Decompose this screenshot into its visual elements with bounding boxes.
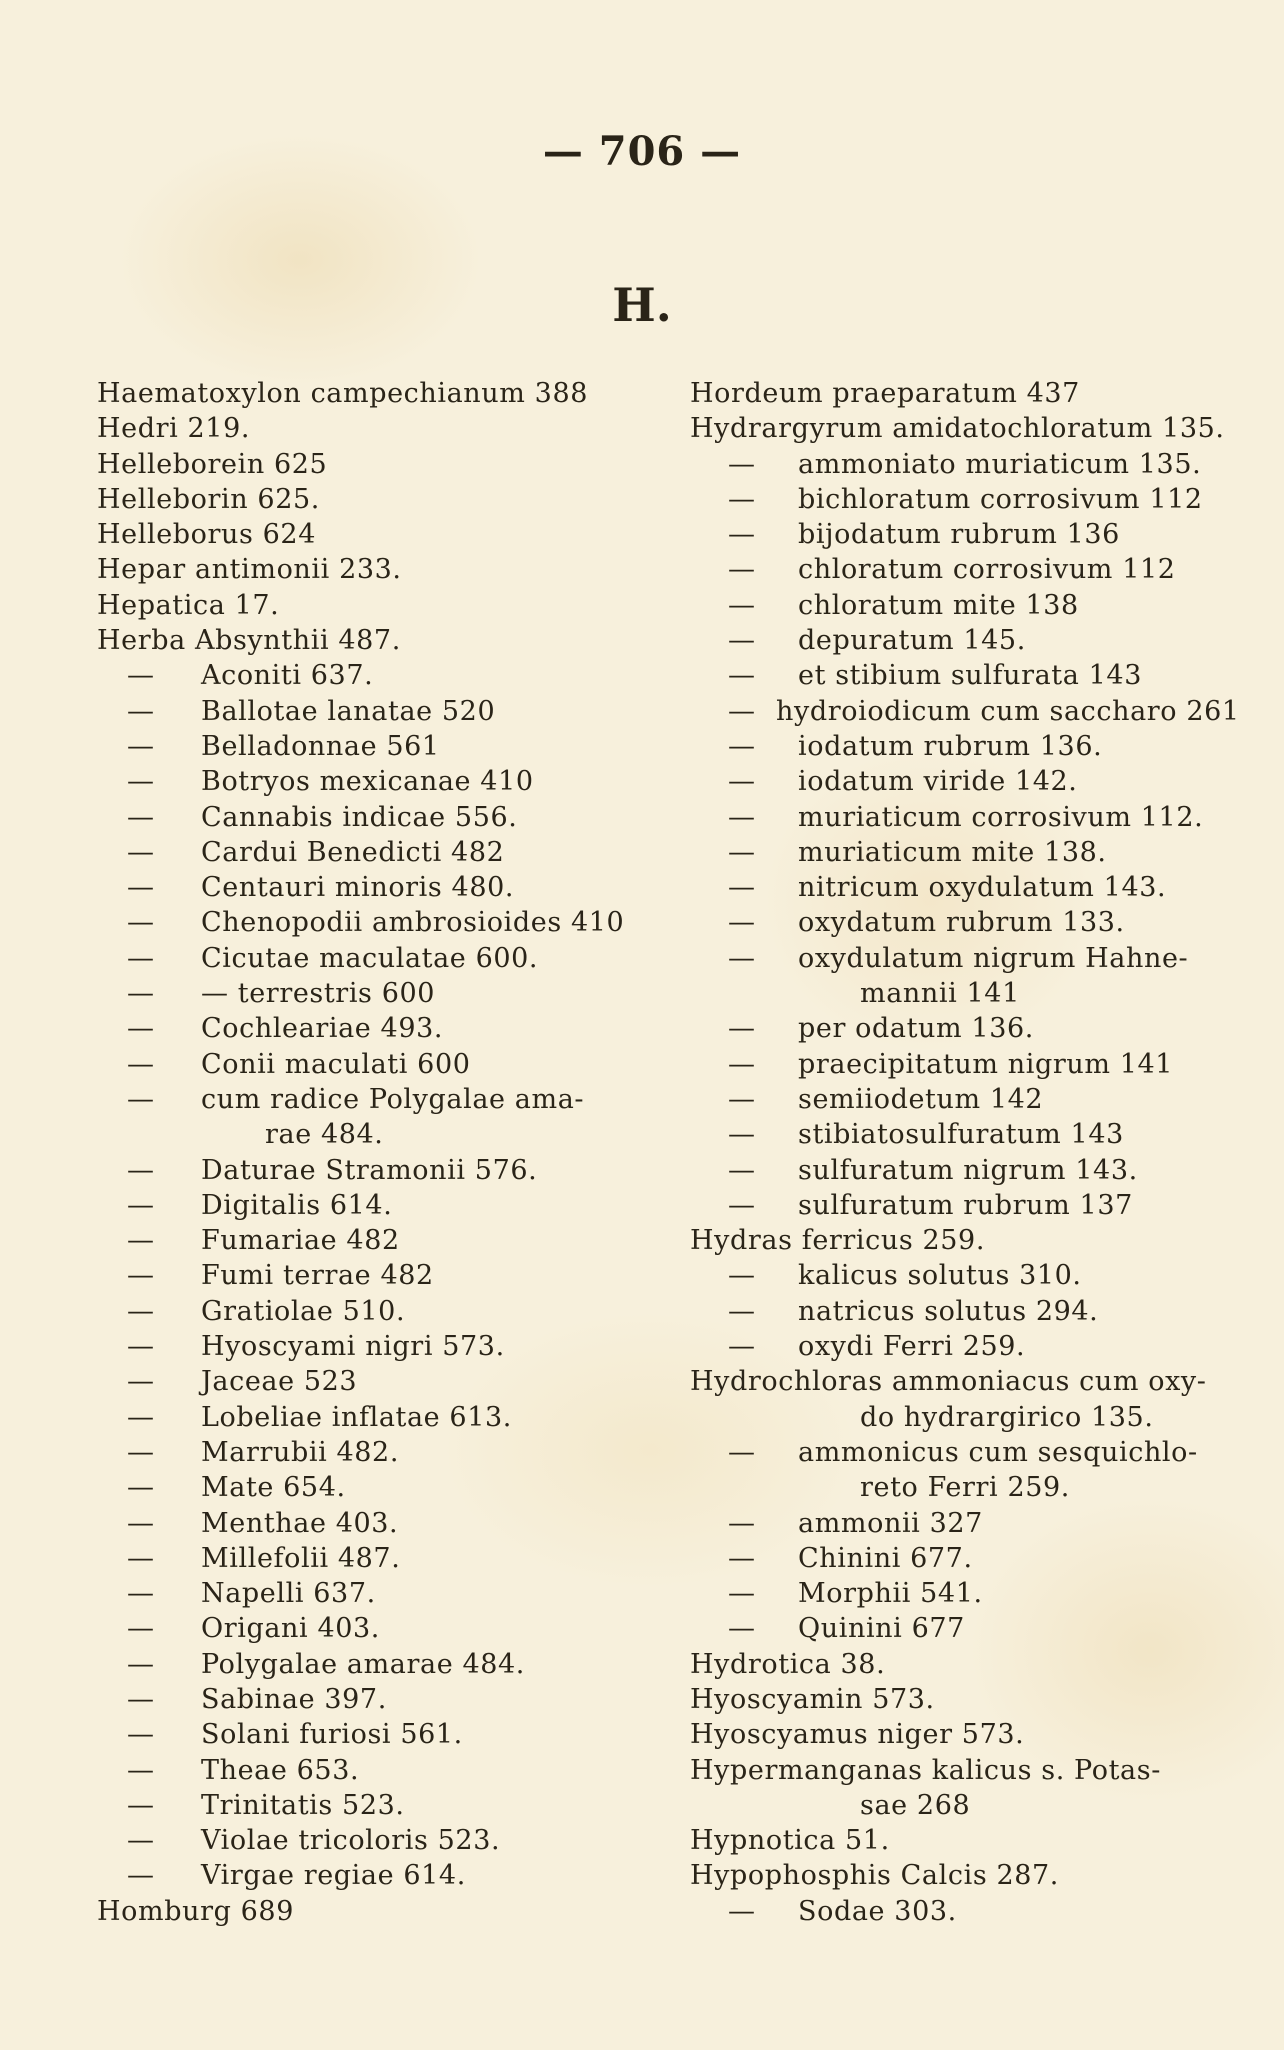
ditto-dash: — — [127, 1648, 155, 1680]
ditto-dash: — — [127, 1401, 155, 1433]
ditto-dash: — — [127, 1860, 155, 1892]
entry-text: Gratiolae 510. — [201, 1295, 406, 1327]
entry-text: bijodatum rubrum 136 — [798, 519, 1120, 551]
ditto-dash: — — [728, 448, 756, 480]
index-entry — [97, 1506, 612, 1541]
index-entry — [97, 1117, 612, 1152]
entry-text: Helleborus 624 — [97, 519, 316, 551]
entry-text: natricus solutus 294. — [798, 1295, 1099, 1327]
entry-continuation: reto Ferri 259. — [860, 1472, 1070, 1504]
index-entry — [97, 552, 612, 587]
index-entry — [690, 1364, 1210, 1399]
index-entry — [97, 447, 612, 482]
index-entry — [690, 1470, 1210, 1505]
ditto-dash: — — [728, 1578, 756, 1610]
entry-text: Haematoxylon campechianum 388 — [97, 378, 588, 409]
ditto-dash: — — [728, 1154, 756, 1186]
index-entry — [97, 976, 612, 1011]
entry-text: praecipitatum nigrum 141 — [798, 1048, 1174, 1080]
index-entry — [97, 1894, 612, 1929]
index-entry — [97, 482, 612, 517]
ditto-dash: — — [728, 1295, 756, 1327]
entry-text: Jaceae 523 — [201, 1366, 358, 1398]
ditto-dash: — — [127, 907, 155, 939]
ditto-dash: — — [728, 1013, 756, 1045]
entry-text: Conii maculati 600 — [201, 1048, 471, 1080]
index-entry — [690, 1788, 1210, 1823]
ditto-dash: — — [728, 1895, 756, 1927]
entry-text: Hedri 219. — [97, 413, 251, 445]
index-entry — [690, 1082, 1210, 1117]
index-entry — [97, 1400, 612, 1435]
ditto-dash: — — [127, 978, 155, 1010]
index-entry — [690, 1682, 1210, 1717]
entry-text: Fumariae 482 — [201, 1225, 400, 1257]
index-entry — [97, 658, 612, 693]
entry-text: Digitalis 614. — [201, 1189, 393, 1221]
index-entry — [690, 1611, 1210, 1646]
index-entry — [690, 517, 1210, 552]
entry-text: Chinini 677. — [798, 1542, 973, 1574]
index-entry — [690, 1117, 1210, 1152]
index-entry — [97, 870, 612, 905]
index-entry — [690, 905, 1210, 940]
entry-text: Solani furiosi 561. — [201, 1719, 463, 1751]
index-entry — [97, 835, 612, 870]
index-entry — [690, 1258, 1210, 1293]
entry-text: Napelli 637. — [201, 1578, 376, 1610]
index-entry — [690, 1647, 1210, 1682]
entry-text: Hypophosphis Calcis 287. — [690, 1860, 1059, 1892]
ditto-dash: — — [728, 1507, 756, 1539]
index-entry — [690, 1576, 1210, 1611]
entry-continuation: rae 484. — [265, 1119, 384, 1151]
entry-text: Polygalae amarae 484. — [201, 1648, 525, 1680]
index-entry — [690, 1753, 1210, 1788]
entry-text: Violae tricoloris 523. — [201, 1825, 501, 1857]
index-entry — [97, 517, 612, 552]
index-entry — [97, 941, 612, 976]
ditto-dash: — — [728, 1436, 756, 1468]
index-entry — [97, 1753, 612, 1788]
entry-text: stibiatosulfuratum 143 — [798, 1119, 1124, 1151]
entry-text: Menthae 403. — [201, 1507, 399, 1539]
entry-text: — terrestris 600 — [201, 978, 436, 1010]
ditto-dash: — — [728, 695, 756, 727]
entry-text: Hypnotica 51. — [690, 1825, 890, 1857]
section-letter: H. — [612, 278, 672, 332]
entry-text: sulfuratum nigrum 143. — [798, 1154, 1138, 1186]
ditto-dash: — — [127, 1083, 155, 1115]
ditto-dash: — — [127, 766, 155, 798]
ditto-dash: — — [127, 1013, 155, 1045]
index-entry — [97, 1541, 612, 1576]
entry-text: nitricum oxydulatum 143. — [798, 872, 1167, 904]
entry-text: hydroiodicum cum saccharo 261 — [776, 695, 1240, 727]
index-entry — [690, 447, 1210, 482]
entry-text: Hydrargyrum amidatochloratum 135. — [690, 413, 1225, 445]
index-entry — [690, 1011, 1210, 1046]
ditto-dash: — — [127, 872, 155, 904]
index-entry — [97, 800, 612, 835]
ditto-dash: — — [127, 660, 155, 692]
index-entry — [97, 1647, 612, 1682]
index-entry — [97, 1329, 612, 1364]
ditto-dash: — — [728, 1189, 756, 1221]
index-entry — [97, 1082, 612, 1117]
entry-text: Theae 653. — [201, 1754, 360, 1786]
index-entry — [690, 870, 1210, 905]
index-entry — [97, 623, 612, 658]
ditto-dash: — — [728, 589, 756, 621]
entry-text: sulfuratum rubrum 137 — [798, 1189, 1133, 1221]
index-entry — [97, 1364, 612, 1399]
entry-text: Hepatica 17. — [97, 589, 280, 621]
ditto-dash: — — [728, 1542, 756, 1574]
index-entry — [97, 764, 612, 799]
ditto-dash: — — [127, 801, 155, 833]
index-entry — [690, 623, 1210, 658]
index-entry — [97, 1294, 612, 1329]
entry-text: Origani 403. — [201, 1613, 380, 1645]
index-entry — [690, 729, 1210, 764]
index-entry — [690, 482, 1210, 517]
entry-text: Hyoscyamin 573. — [690, 1683, 935, 1715]
ditto-dash: — — [728, 836, 756, 868]
index-entry — [690, 1823, 1210, 1858]
entry-text: Daturae Stramonii 576. — [201, 1154, 538, 1186]
ditto-dash: — — [728, 1613, 756, 1645]
index-entry — [97, 694, 612, 729]
entry-text: Botryos mexicanae 410 — [201, 766, 534, 798]
entry-text: cum radice Polygalae ama- — [201, 1083, 585, 1115]
index-entry — [97, 1153, 612, 1188]
index-entry — [690, 1294, 1210, 1329]
ditto-dash: — — [728, 801, 756, 833]
ditto-dash: — — [728, 1260, 756, 1292]
index-entry — [97, 411, 612, 446]
index-entry — [97, 1823, 612, 1858]
index-entry — [97, 1788, 612, 1823]
index-entry — [97, 1611, 612, 1646]
index-entry — [690, 1506, 1210, 1541]
entry-text: per odatum 136. — [798, 1013, 1034, 1045]
index-entry — [690, 1188, 1210, 1223]
ditto-dash: — — [728, 1119, 756, 1151]
entry-text: ammonii 327 — [798, 1507, 983, 1539]
page-number: — 706 — — [542, 128, 742, 175]
entry-text: oxydulatum nigrum Hahne- — [798, 942, 1189, 974]
entry-text: Virgae regiae 614. — [201, 1860, 466, 1892]
index-entry — [690, 588, 1210, 623]
index-entry — [690, 1858, 1210, 1893]
index-entry — [690, 1153, 1210, 1188]
index-entry — [690, 1894, 1210, 1929]
ditto-dash: — — [728, 625, 756, 657]
entry-text: semiiodetum 142 — [798, 1083, 1044, 1115]
ditto-dash: — — [127, 1789, 155, 1821]
entry-text: iodatum rubrum 136. — [798, 730, 1103, 762]
entry-text: ammonicus cum sesquichlo- — [798, 1436, 1198, 1468]
entry-text: Cardui Benedicti 482 — [201, 836, 505, 868]
ditto-dash: — — [127, 1613, 155, 1645]
ditto-dash: — — [127, 1189, 155, 1221]
entry-text: Hydrotica 38. — [690, 1648, 886, 1680]
ditto-dash: — — [728, 942, 756, 974]
ditto-dash: — — [127, 1578, 155, 1610]
index-entry — [97, 376, 612, 411]
entry-text: Herba Absynthii 487. — [97, 625, 401, 657]
ditto-dash: — — [127, 1154, 155, 1186]
entry-text: Trinitatis 523. — [201, 1789, 405, 1821]
index-entry — [690, 1541, 1210, 1576]
entry-text: muriaticum corrosivum 112. — [798, 801, 1204, 833]
entry-text: Helleborin 625. — [97, 483, 320, 515]
entry-text: Lobeliae inflatae 613. — [201, 1401, 512, 1433]
index-column-right — [690, 376, 1240, 1929]
entry-text: Ballotae lanatae 520 — [201, 695, 496, 727]
ditto-dash: — — [127, 1542, 155, 1574]
index-entry — [97, 1717, 612, 1752]
index-entry — [97, 1188, 612, 1223]
ditto-dash: — — [127, 942, 155, 974]
entry-text: Hydras ferricus 259. — [690, 1225, 986, 1257]
entry-text: bichloratum corrosivum 112 — [798, 483, 1203, 515]
entry-text: Cannabis indicae 556. — [201, 801, 518, 833]
index-entry — [97, 1435, 612, 1470]
ditto-dash: — — [127, 1225, 155, 1257]
entry-text: et stibium sulfurata 143 — [798, 660, 1142, 692]
index-entry — [690, 976, 1210, 1011]
entry-continuation: mannii 141 — [860, 978, 1020, 1010]
entry-text: Fumi terrae 482 — [201, 1260, 434, 1292]
entry-text: chloratum corrosivum 112 — [798, 554, 1176, 586]
entry-text: Belladonnae 561 — [201, 730, 440, 762]
entry-text: Quinini 677 — [798, 1613, 965, 1645]
ditto-dash: — — [127, 1295, 155, 1327]
index-entry — [690, 764, 1210, 799]
index-entry — [97, 729, 612, 764]
index-entry — [690, 835, 1210, 870]
index-entry — [690, 1435, 1210, 1470]
entry-text: ammoniato muriaticum 135. — [798, 448, 1202, 480]
index-entry — [97, 1011, 612, 1046]
ditto-dash: — — [127, 1472, 155, 1504]
ditto-dash: — — [728, 907, 756, 939]
entry-text: chloratum mite 138 — [798, 589, 1079, 621]
ditto-dash: — — [127, 836, 155, 868]
index-entry — [97, 905, 625, 940]
entry-text: muriaticum mite 138. — [798, 836, 1107, 868]
index-entry — [690, 376, 1210, 411]
entry-text: Helleborein 625 — [97, 448, 328, 480]
entry-continuation: sae 268 — [860, 1789, 971, 1821]
ditto-dash: — — [728, 766, 756, 798]
entry-text: Mate 654. — [201, 1472, 346, 1504]
ditto-dash: — — [127, 1436, 155, 1468]
index-entry — [97, 1858, 612, 1893]
entry-text: iodatum viride 142. — [798, 766, 1078, 798]
entry-text: Homburg 689 — [97, 1895, 294, 1927]
ditto-dash: — — [127, 1825, 155, 1857]
entry-text: Sodae 303. — [798, 1895, 957, 1927]
entry-text: Sabinae 397. — [201, 1683, 387, 1715]
index-entry — [690, 694, 1240, 729]
index-entry — [690, 411, 1225, 446]
entry-text: Marrubii 482. — [201, 1436, 399, 1468]
index-entry — [690, 1717, 1210, 1752]
index-entry — [690, 1047, 1210, 1082]
ditto-dash: — — [728, 730, 756, 762]
ditto-dash: — — [728, 660, 756, 692]
index-column-left — [97, 376, 625, 1929]
entry-text: Centauri minoris 480. — [201, 872, 515, 904]
entry-text: Cicutae maculatae 600. — [201, 942, 539, 974]
index-entry — [690, 1223, 1210, 1258]
index-entry — [97, 1470, 612, 1505]
entry-text: Hypermanganas kalicus s. Potas- — [690, 1754, 1161, 1786]
index-entry — [97, 1223, 612, 1258]
ditto-dash: — — [127, 1048, 155, 1080]
entry-continuation: do hydrargirico 135. — [860, 1401, 1154, 1433]
index-entry — [97, 1576, 612, 1611]
entry-text: Morphii 541. — [798, 1578, 983, 1610]
ditto-dash: — — [127, 695, 155, 727]
ditto-dash: — — [127, 1366, 155, 1398]
entry-text: Aconiti 637. — [201, 660, 374, 692]
entry-text: kalicus solutus 310. — [798, 1260, 1082, 1292]
entry-text: Hyoscyamus niger 573. — [690, 1719, 1025, 1751]
entry-text: Hepar antimonii 233. — [97, 554, 402, 586]
ditto-dash: — — [127, 1683, 155, 1715]
ditto-dash: — — [728, 519, 756, 551]
ditto-dash: — — [127, 1754, 155, 1786]
entry-text: Hordeum praeparatum 437 — [690, 378, 1080, 409]
entry-text: Hyoscyami nigri 573. — [201, 1331, 505, 1363]
ditto-dash: — — [127, 1260, 155, 1292]
ditto-dash: — — [728, 1083, 756, 1115]
index-entry — [97, 1047, 612, 1082]
ditto-dash: — — [127, 1507, 155, 1539]
entry-text: oxydatum rubrum 133. — [798, 907, 1125, 939]
entry-text: oxydi Ferri 259. — [798, 1331, 1026, 1363]
index-entry — [97, 1258, 612, 1293]
index-entry — [690, 1329, 1210, 1364]
index-entry — [97, 588, 612, 623]
ditto-dash: — — [127, 1331, 155, 1363]
entry-text: Chenopodii ambrosioides 410 — [201, 907, 625, 939]
ditto-dash: — — [127, 1719, 155, 1751]
entry-text: depuratum 145. — [798, 625, 1026, 657]
index-entry — [690, 800, 1210, 835]
ditto-dash: — — [728, 554, 756, 586]
entry-text: Millefolii 487. — [201, 1542, 401, 1574]
entry-text: Cochleariae 493. — [201, 1013, 444, 1045]
index-entry — [690, 658, 1210, 693]
index-entry — [690, 1400, 1210, 1435]
entry-text: Hydrochloras ammoniacus cum oxy- — [690, 1366, 1207, 1398]
ditto-dash: — — [728, 1331, 756, 1363]
ditto-dash: — — [728, 483, 756, 515]
index-entry — [97, 1682, 612, 1717]
ditto-dash: — — [127, 730, 155, 762]
index-entry — [690, 552, 1210, 587]
ditto-dash: — — [728, 1048, 756, 1080]
ditto-dash: — — [728, 872, 756, 904]
index-entry — [690, 941, 1210, 976]
